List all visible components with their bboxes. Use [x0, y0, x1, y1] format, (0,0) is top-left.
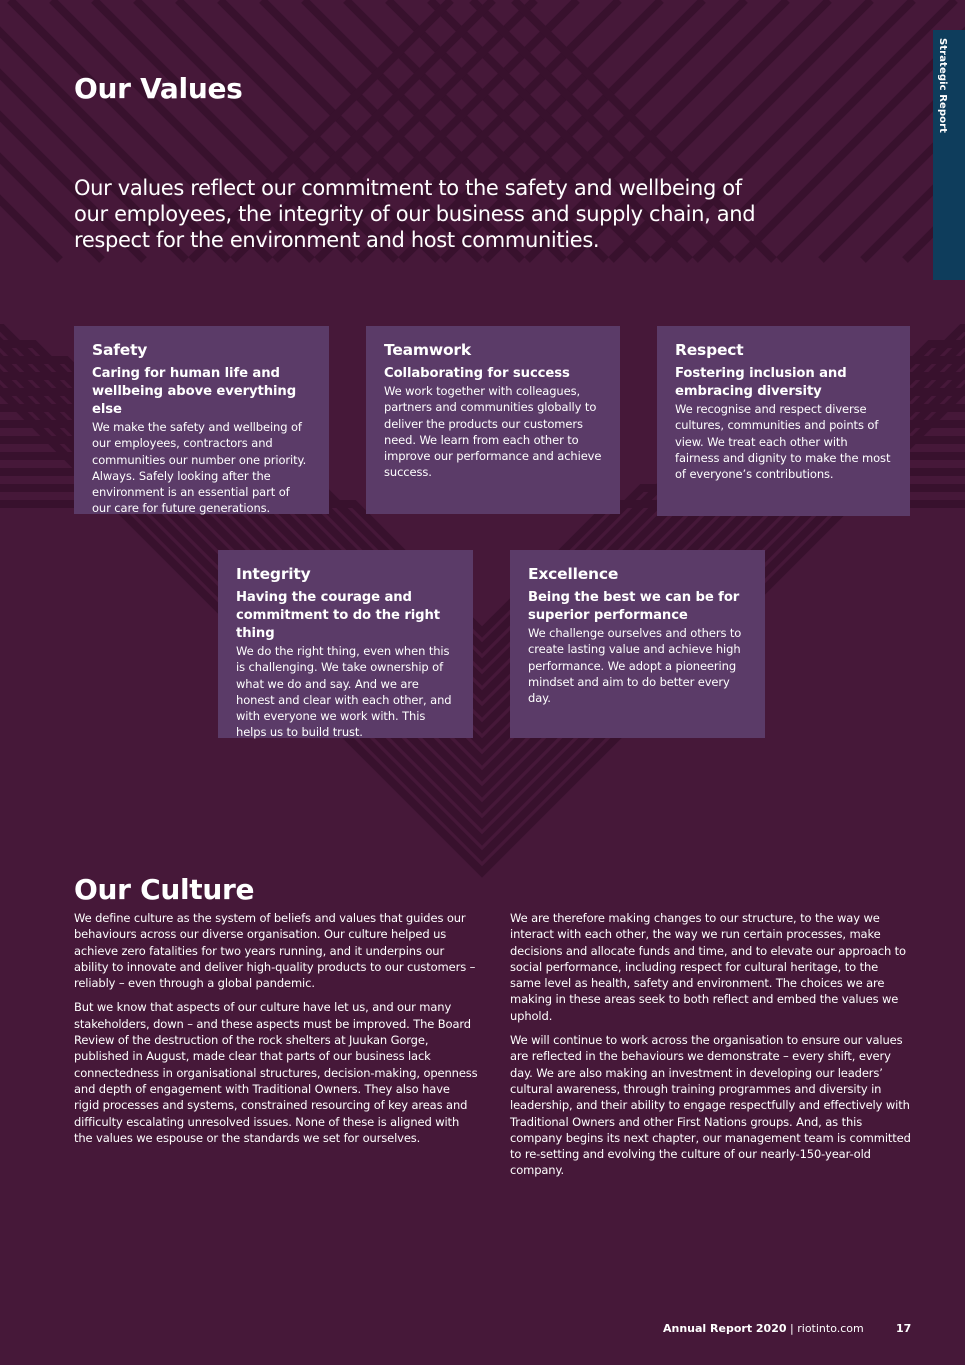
value-card-title: Teamwork — [384, 341, 471, 359]
value-card-body: We recognise and respect diverse cultures, communities and points of view. We treat each other with fairness and dignity to make the most of everyone’s contributions. — [675, 402, 891, 482]
value-card-subtitle: Fostering inclusion and embracing diversity — [675, 366, 847, 399]
footer-separator: | — [786, 1322, 798, 1335]
value-card-title: Safety — [92, 341, 148, 359]
culture-paragraph: We are therefore making changes to our structure, to the way we interact with each other, the way we run certain processes, make decisions and allocate funds and time, and to elevate our approach to social performance, including respect for cultural heritage, to the same level as health, safety and environment. The choices we are making in these areas seek to both reflect and embed the values we uphold. — [510, 911, 906, 1023]
value-card-safety — [74, 326, 329, 514]
page-number — [896, 1322, 911, 1335]
value-card-body: We challenge ourselves and others to create lasting value and achieve high performance. We adopt a pioneering mindset and aim to do better every day. — [528, 626, 742, 706]
page-number-value: 17 — [896, 1322, 912, 1335]
culture-right-column — [510, 910, 912, 1187]
footer-website-link[interactable]: riotinto.com — [797, 1322, 864, 1335]
value-card-subtitle: Being the best we can be for superior performance — [528, 590, 740, 623]
culture-paragraph: But we know that aspects of our culture have let us, and our many stakeholders, down – and these aspects must be improved. The Board Review of the destruction of the rock shelters at Juukan Gorge, published in August, made clear that parts of our business lack connectedness in organisational structures, decision-making, openness and depth of engagement with Traditional Owners. They also have rigid processes and systems, constrained resourcing of key areas and difficulty escalating unresolved issues. None of these is aligned with the values we espouse or the standards we set for ourselves. — [74, 1000, 478, 1145]
culture-paragraph: We define culture as the system of beliefs and values that guides our behaviours across our diverse organisation. Our culture helped us achieve zero fatalities for two years running, and it underpins our ability to innovate and deliver high-quality products to our customers – reliably – even through a global pandemic. — [74, 911, 476, 991]
value-card-title: Respect — [675, 341, 744, 359]
values-intro: Our values reflect our commitment to the safety and wellbeing of our employees, the integrity of our business and supply chain, and respect for the environment and host communities. — [74, 176, 756, 252]
value-card-integrity — [218, 550, 473, 738]
value-card-title: Integrity — [236, 565, 311, 583]
culture-paragraph: We will continue to work across the organisation to ensure our values are reflected in the behaviours we demonstrate – every shift, every day. We are also making an investment in developing our leaders’ cultural awareness, through training programmes and diversity in leadership, and their ability to engage respectfully and effectively with Traditional Owners and other First Nations groups. And, as this company begins its next chapter, our management team is committed to re-setting and evolving the culture of our nearly-150-year-old company. — [510, 1033, 911, 1178]
value-card-subtitle: Collaborating for success — [384, 366, 570, 381]
culture-heading: Our Culture — [74, 873, 255, 906]
value-card-respect — [657, 326, 910, 516]
diagonal-stripe — [737, 0, 965, 260]
value-card-body: We make the safety and wellbeing of our employees, contractors and communities our number one priority. Always. Safely looking after the environment is an essential part of our care for future generations. — [92, 420, 307, 516]
values-heading: Our Values — [74, 72, 243, 105]
value-card-subtitle: Having the courage and commitment to do the right thing — [236, 590, 440, 641]
culture-left-column — [74, 910, 478, 1154]
value-card-title: Excellence — [528, 565, 619, 583]
section-side-tab[interactable] — [933, 30, 965, 280]
section-side-tab-label: Strategic Report — [937, 38, 948, 134]
value-card-excellence — [510, 550, 765, 738]
value-card-subtitle: Caring for human life and wellbeing above everything else — [92, 366, 297, 417]
value-card-body: We do the right thing, even when this is challenging. We take ownership of what we do and say. And we are honest and clear with each other, and with everyone we work with. This helps us to build trust. — [236, 644, 452, 740]
page-footer — [663, 1322, 864, 1335]
value-card-body: We work together with colleagues, partners and communities globally to deliver the products our customers need. We learn from each other to improve our performance and achieve success. — [384, 384, 602, 480]
footer-report-name: Annual Report 2020 — [663, 1322, 787, 1335]
value-card-teamwork — [366, 326, 620, 514]
